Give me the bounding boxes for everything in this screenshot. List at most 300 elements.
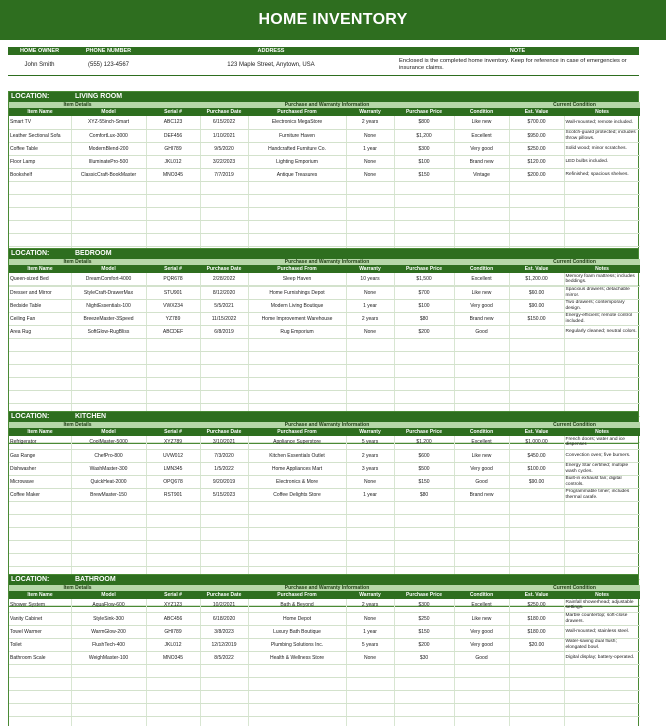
cell-condition[interactable]: Good [454,325,509,338]
cell-condition[interactable]: Very good [454,638,509,651]
cell-model[interactable] [71,677,146,690]
cell-item-name[interactable] [9,194,71,207]
cell-est-value[interactable] [509,220,564,233]
cell-warranty[interactable] [346,351,394,364]
cell-warranty[interactable] [346,390,394,403]
cell-purchase-price[interactable]: $100 [394,299,454,312]
cell-model[interactable]: BreezeMaster-3Speed [71,312,146,325]
cell-purchase-price[interactable]: $200 [394,638,454,651]
cell-purchased-from[interactable] [248,220,346,233]
cell-est-value[interactable] [509,514,564,527]
cell-purchase-date[interactable] [200,338,248,351]
cell-model[interactable]: AquaFlow-600 [71,599,146,612]
cell-warranty[interactable]: None [346,475,394,488]
cell-purchase-price[interactable] [394,501,454,514]
cell-serial[interactable] [146,338,200,351]
cell-purchased-from[interactable] [248,553,346,566]
cell-notes[interactable] [564,501,640,514]
cell-purchase-price[interactable]: $500 [394,462,454,475]
cell-purchased-from[interactable]: Home Appliances Mart [248,462,346,475]
cell-purchased-from[interactable]: Home Depot [248,612,346,625]
cell-purchase-date[interactable]: 6/8/2019 [200,325,248,338]
cell-notes[interactable]: Wall-mounted; stainless steel. [564,625,640,638]
cell-item-name[interactable]: Shower System [9,599,71,612]
cell-purchase-date[interactable]: 5/15/2023 [200,488,248,501]
cell-condition[interactable]: Excellent [454,599,509,612]
cell-notes[interactable]: Convection oven; five burners. [564,449,640,462]
cell-purchase-date[interactable]: 1/10/2021 [200,129,248,142]
cell-condition[interactable] [454,716,509,726]
cell-purchased-from[interactable] [248,716,346,726]
cell-est-value[interactable] [509,651,564,664]
cell-serial[interactable]: ABC456 [146,612,200,625]
cell-purchased-from[interactable] [248,364,346,377]
cell-model[interactable]: StyleSink-300 [71,612,146,625]
cell-purchase-price[interactable] [394,553,454,566]
cell-serial[interactable] [146,501,200,514]
cell-item-name[interactable]: Towel Warmer [9,625,71,638]
cell-condition[interactable] [454,690,509,703]
cell-model[interactable] [71,233,146,246]
cell-purchased-from[interactable]: Lighting Emporium [248,155,346,168]
cell-warranty[interactable]: None [346,129,394,142]
cell-purchased-from[interactable]: Electronics & More [248,475,346,488]
cell-notes[interactable]: French doors; water and ice dispenser. [564,436,640,449]
cell-item-name[interactable] [9,377,71,390]
cell-purchase-price[interactable]: $700 [394,286,454,299]
cell-item-name[interactable]: Smart TV [9,116,71,129]
cell-serial[interactable]: YZ789 [146,312,200,325]
cell-purchase-price[interactable] [394,540,454,553]
phone-cell[interactable]: (555) 123-4567 [71,55,146,75]
cell-purchase-date[interactable]: 10/2/2021 [200,599,248,612]
cell-item-name[interactable]: Gas Range [9,449,71,462]
cell-purchased-from[interactable] [248,194,346,207]
cell-notes[interactable] [564,553,640,566]
cell-condition[interactable]: Brand new [454,312,509,325]
cell-purchase-date[interactable]: 11/15/2022 [200,312,248,325]
cell-condition[interactable] [454,377,509,390]
cell-purchased-from[interactable] [248,703,346,716]
cell-condition[interactable]: Excellent [454,129,509,142]
cell-serial[interactable]: RST901 [146,488,200,501]
cell-est-value[interactable]: $1,000.00 [509,436,564,449]
cell-notes[interactable]: Energy Star certified; multiple wash cycles. [564,462,640,475]
cell-item-name[interactable]: Coffee Maker [9,488,71,501]
cell-purchase-price[interactable] [394,338,454,351]
cell-purchase-price[interactable]: $1,500 [394,273,454,286]
cell-warranty[interactable]: None [346,612,394,625]
cell-purchase-date[interactable]: 12/12/2019 [200,638,248,651]
cell-purchased-from[interactable]: Health & Wellness Store [248,651,346,664]
cell-condition[interactable] [454,233,509,246]
cell-warranty[interactable]: None [346,286,394,299]
cell-serial[interactable]: STU901 [146,286,200,299]
cell-purchase-price[interactable]: $800 [394,116,454,129]
cell-condition[interactable]: Excellent [454,436,509,449]
cell-serial[interactable] [146,703,200,716]
cell-condition[interactable]: Like new [454,449,509,462]
cell-condition[interactable]: Excellent [454,273,509,286]
cell-item-name[interactable] [9,540,71,553]
cell-warranty[interactable]: 1 year [346,299,394,312]
cell-item-name[interactable] [9,677,71,690]
cell-warranty[interactable] [346,690,394,703]
note-cell[interactable]: Enclosed is the completed home inventory. Keep for reference in case of emergencies or insurance claims. [396,55,639,75]
cell-est-value[interactable] [509,390,564,403]
cell-warranty[interactable]: None [346,325,394,338]
cell-warranty[interactable]: 5 years [346,638,394,651]
cell-item-name[interactable] [9,338,71,351]
cell-purchase-date[interactable] [200,501,248,514]
cell-warranty[interactable]: None [346,155,394,168]
cell-notes[interactable] [564,677,640,690]
cell-condition[interactable]: Very good [454,462,509,475]
cell-serial[interactable]: DEF456 [146,129,200,142]
cell-serial[interactable] [146,194,200,207]
cell-notes[interactable] [564,351,640,364]
cell-est-value[interactable]: $950.00 [509,129,564,142]
cell-warranty[interactable] [346,553,394,566]
cell-item-name[interactable] [9,527,71,540]
cell-purchase-date[interactable] [200,377,248,390]
cell-est-value[interactable]: $150.00 [509,312,564,325]
cell-est-value[interactable] [509,703,564,716]
cell-model[interactable]: ComfortLux-3000 [71,129,146,142]
cell-purchase-date[interactable]: 3/10/2021 [200,436,248,449]
cell-purchased-from[interactable] [248,338,346,351]
cell-model[interactable] [71,364,146,377]
cell-est-value[interactable] [509,207,564,220]
cell-condition[interactable] [454,207,509,220]
cell-item-name[interactable]: Toilet [9,638,71,651]
cell-model[interactable]: DreamComfort-4000 [71,273,146,286]
cell-serial[interactable] [146,377,200,390]
cell-purchased-from[interactable] [248,390,346,403]
cell-est-value[interactable]: $180.00 [509,612,564,625]
cell-model[interactable] [71,527,146,540]
cell-purchase-price[interactable]: $100 [394,155,454,168]
cell-warranty[interactable]: None [346,651,394,664]
cell-notes[interactable]: Built-in exhaust fan; digital controls. [564,475,640,488]
cell-condition[interactable]: Like new [454,612,509,625]
cell-item-name[interactable] [9,664,71,677]
cell-purchase-price[interactable]: $1,200 [394,129,454,142]
cell-purchase-date[interactable]: 1/5/2022 [200,462,248,475]
cell-purchased-from[interactable] [248,233,346,246]
cell-est-value[interactable] [509,338,564,351]
cell-purchase-price[interactable]: $150 [394,625,454,638]
cell-model[interactable]: ClassicCraft-BookMaster [71,168,146,181]
cell-model[interactable]: ChefPro-800 [71,449,146,462]
cell-purchased-from[interactable]: Luxury Bath Boutique [248,625,346,638]
cell-est-value[interactable]: $700.00 [509,116,564,129]
cell-notes[interactable]: Solid wood; minor scratches. [564,142,640,155]
cell-purchased-from[interactable]: Handcrafted Furniture Co. [248,142,346,155]
cell-purchase-date[interactable]: 8/12/2020 [200,286,248,299]
cell-purchased-from[interactable]: Kitchen Essentials Outlet [248,449,346,462]
cell-item-name[interactable]: Vanity Cabinet [9,612,71,625]
cell-condition[interactable]: Very good [454,625,509,638]
cell-warranty[interactable] [346,527,394,540]
cell-purchased-from[interactable]: Antique Treasures [248,168,346,181]
cell-purchased-from[interactable]: Sleep Haven [248,273,346,286]
cell-serial[interactable]: LMN345 [146,462,200,475]
cell-purchase-date[interactable] [200,527,248,540]
cell-est-value[interactable]: $100.00 [509,462,564,475]
cell-warranty[interactable] [346,664,394,677]
cell-item-name[interactable]: Coffee Table [9,142,71,155]
cell-model[interactable] [71,703,146,716]
cell-purchase-price[interactable]: $600 [394,449,454,462]
cell-warranty[interactable]: 2 years [346,312,394,325]
cell-purchase-date[interactable] [200,233,248,246]
cell-est-value[interactable] [509,194,564,207]
cell-warranty[interactable]: 3 years [346,462,394,475]
cell-purchase-price[interactable]: $150 [394,475,454,488]
cell-purchase-date[interactable]: 9/20/2019 [200,475,248,488]
cell-condition[interactable]: Like new [454,286,509,299]
cell-warranty[interactable] [346,338,394,351]
cell-warranty[interactable]: 1 year [346,488,394,501]
cell-notes[interactable] [564,207,640,220]
cell-model[interactable] [71,390,146,403]
cell-notes[interactable]: Spacious drawers; detachable mirror. [564,286,640,299]
cell-est-value[interactable] [509,690,564,703]
cell-est-value[interactable] [509,540,564,553]
cell-item-name[interactable]: Ceiling Fan [9,312,71,325]
cell-serial[interactable]: MNO345 [146,651,200,664]
cell-notes[interactable] [564,364,640,377]
cell-purchase-price[interactable] [394,194,454,207]
cell-item-name[interactable]: Queen-sized Bed [9,273,71,286]
cell-item-name[interactable] [9,233,71,246]
cell-est-value[interactable]: $1,200.00 [509,273,564,286]
cell-serial[interactable] [146,220,200,233]
cell-purchase-date[interactable]: 2/28/2022 [200,273,248,286]
cell-purchased-from[interactable]: Home Furnishings Depot [248,286,346,299]
cell-notes[interactable] [564,540,640,553]
cell-notes[interactable] [564,390,640,403]
cell-est-value[interactable] [509,233,564,246]
cell-est-value[interactable]: $200.00 [509,168,564,181]
cell-condition[interactable] [454,220,509,233]
cell-notes[interactable] [564,377,640,390]
cell-model[interactable]: QuickHeat-2000 [71,475,146,488]
cell-serial[interactable] [146,233,200,246]
cell-condition[interactable] [454,553,509,566]
cell-purchase-price[interactable] [394,677,454,690]
cell-purchase-price[interactable] [394,664,454,677]
cell-condition[interactable] [454,390,509,403]
cell-warranty[interactable]: 2 years [346,599,394,612]
cell-purchase-price[interactable] [394,377,454,390]
cell-model[interactable]: ModernBlend-200 [71,142,146,155]
cell-condition[interactable] [454,364,509,377]
cell-warranty[interactable] [346,501,394,514]
cell-notes[interactable] [564,527,640,540]
cell-warranty[interactable] [346,233,394,246]
cell-notes[interactable]: LED bulbs included. [564,155,640,168]
cell-model[interactable] [71,377,146,390]
cell-notes[interactable]: Digital display; battery-operated. [564,651,640,664]
cell-purchase-price[interactable]: $250 [394,612,454,625]
cell-purchased-from[interactable]: Plumbing Solutions Inc. [248,638,346,651]
cell-item-name[interactable]: Bathroom Scale [9,651,71,664]
cell-model[interactable] [71,194,146,207]
cell-est-value[interactable]: $250.00 [509,599,564,612]
cell-purchase-date[interactable] [200,390,248,403]
cell-purchase-date[interactable]: 6/18/2020 [200,612,248,625]
cell-est-value[interactable] [509,664,564,677]
cell-serial[interactable] [146,390,200,403]
cell-purchase-date[interactable] [200,364,248,377]
cell-purchased-from[interactable] [248,690,346,703]
cell-model[interactable] [71,501,146,514]
cell-serial[interactable]: JKL012 [146,638,200,651]
cell-condition[interactable]: Very good [454,299,509,312]
cell-purchase-price[interactable]: $300 [394,599,454,612]
cell-warranty[interactable] [346,540,394,553]
cell-serial[interactable] [146,527,200,540]
cell-model[interactable]: StyleCraft-DrawerMax [71,286,146,299]
cell-item-name[interactable]: Dresser and Mirror [9,286,71,299]
cell-est-value[interactable]: $250.00 [509,142,564,155]
cell-model[interactable]: NightEssentials-100 [71,299,146,312]
cell-model[interactable] [71,716,146,726]
cell-est-value[interactable] [509,527,564,540]
cell-warranty[interactable] [346,514,394,527]
cell-model[interactable]: IlluminatePro-500 [71,155,146,168]
cell-notes[interactable]: Regularly cleaned; neutral colors. [564,325,640,338]
cell-warranty[interactable] [346,194,394,207]
cell-item-name[interactable]: Bookshelf [9,168,71,181]
cell-notes[interactable]: Scotch-guard protected; includes throw pillows. [564,129,640,142]
cell-notes[interactable] [564,338,640,351]
cell-notes[interactable]: Rainfall showerhead; adjustable settings. [564,599,640,612]
cell-model[interactable]: FlushTech-400 [71,638,146,651]
cell-est-value[interactable]: $450.00 [509,449,564,462]
cell-warranty[interactable] [346,677,394,690]
cell-condition[interactable] [454,664,509,677]
cell-item-name[interactable] [9,220,71,233]
cell-purchase-price[interactable]: $80 [394,312,454,325]
cell-item-name[interactable]: Refrigerator [9,436,71,449]
cell-serial[interactable] [146,207,200,220]
cell-condition[interactable] [454,194,509,207]
cell-notes[interactable]: Wall-mounted; remote included. [564,116,640,129]
cell-est-value[interactable] [509,553,564,566]
cell-purchase-date[interactable] [200,553,248,566]
cell-item-name[interactable]: Area Rug [9,325,71,338]
cell-item-name[interactable] [9,553,71,566]
cell-item-name[interactable] [9,690,71,703]
cell-purchase-date[interactable] [200,716,248,726]
cell-est-value[interactable] [509,488,564,501]
cell-condition[interactable] [454,540,509,553]
cell-notes[interactable]: Refinished; spacious shelves. [564,168,640,181]
cell-serial[interactable]: JKL012 [146,155,200,168]
cell-warranty[interactable] [346,377,394,390]
cell-notes[interactable] [564,664,640,677]
cell-purchased-from[interactable] [248,527,346,540]
cell-model[interactable]: WashMaster-300 [71,462,146,475]
cell-model[interactable] [71,690,146,703]
cell-purchase-price[interactable] [394,527,454,540]
cell-notes[interactable]: Programmable timer; includes thermal carafe. [564,488,640,501]
cell-notes[interactable] [564,716,640,726]
cell-est-value[interactable]: $90.00 [509,475,564,488]
cell-condition[interactable]: Brand new [454,155,509,168]
cell-serial[interactable]: VWX234 [146,299,200,312]
cell-model[interactable] [71,351,146,364]
cell-serial[interactable] [146,690,200,703]
cell-condition[interactable] [454,501,509,514]
cell-model[interactable] [71,540,146,553]
cell-warranty[interactable]: 1 year [346,142,394,155]
cell-serial[interactable] [146,716,200,726]
cell-model[interactable] [71,514,146,527]
cell-model[interactable] [71,664,146,677]
cell-condition[interactable] [454,351,509,364]
cell-notes[interactable]: Water-saving dual flush; elongated bowl. [564,638,640,651]
cell-model[interactable] [71,207,146,220]
cell-notes[interactable]: Two drawers; contemporary design. [564,299,640,312]
cell-item-name[interactable]: Leather Sectional Sofa [9,129,71,142]
cell-warranty[interactable]: 1 year [346,625,394,638]
cell-est-value[interactable]: $180.00 [509,625,564,638]
cell-est-value[interactable]: $90.00 [509,299,564,312]
cell-model[interactable] [71,181,146,194]
cell-warranty[interactable] [346,716,394,726]
cell-purchase-date[interactable] [200,664,248,677]
cell-warranty[interactable] [346,181,394,194]
cell-purchased-from[interactable] [248,664,346,677]
cell-purchase-date[interactable] [200,677,248,690]
cell-purchase-price[interactable] [394,207,454,220]
cell-item-name[interactable] [9,703,71,716]
cell-purchased-from[interactable]: Modern Living Boutique [248,299,346,312]
owner-name-cell[interactable]: John Smith [8,55,71,75]
cell-item-name[interactable]: Floor Lamp [9,155,71,168]
cell-model[interactable] [71,553,146,566]
cell-serial[interactable] [146,664,200,677]
cell-notes[interactable] [564,690,640,703]
cell-est-value[interactable]: $20.00 [509,638,564,651]
cell-purchased-from[interactable]: Appliance Superstore [248,436,346,449]
cell-condition[interactable]: Very good [454,142,509,155]
cell-purchase-price[interactable]: $300 [394,142,454,155]
cell-serial[interactable]: ABCDEF [146,325,200,338]
cell-warranty[interactable] [346,220,394,233]
cell-est-value[interactable] [509,364,564,377]
cell-est-value[interactable] [509,501,564,514]
cell-purchase-date[interactable] [200,220,248,233]
cell-est-value[interactable]: $120.00 [509,155,564,168]
cell-purchased-from[interactable] [248,351,346,364]
cell-est-value[interactable] [509,351,564,364]
cell-item-name[interactable] [9,181,71,194]
cell-purchase-price[interactable] [394,690,454,703]
cell-serial[interactable] [146,181,200,194]
cell-condition[interactable]: Good [454,475,509,488]
cell-serial[interactable] [146,364,200,377]
cell-purchase-price[interactable]: $1,200 [394,436,454,449]
cell-warranty[interactable]: 2 years [346,116,394,129]
cell-serial[interactable]: XYZ123 [146,599,200,612]
cell-purchase-date[interactable] [200,181,248,194]
cell-purchase-price[interactable]: $150 [394,168,454,181]
